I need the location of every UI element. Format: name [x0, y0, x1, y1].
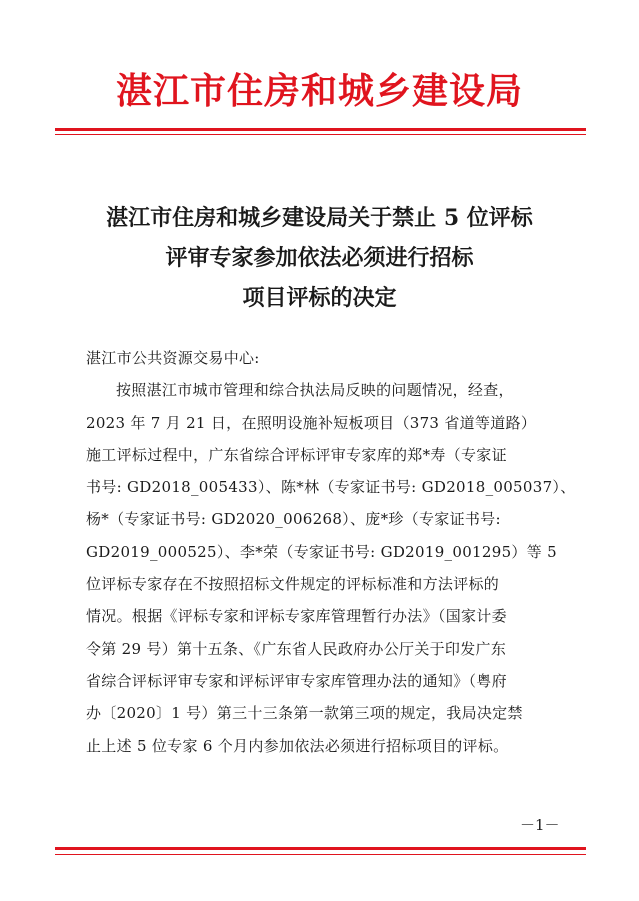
masthead-title: 湛江市住房和城乡建设局: [115, 71, 523, 112]
body-line: GD2019_000525）、李*荣（专家证书号: GD2019_001295）等 5: [86, 542, 557, 561]
body-line: 按照湛江市城市管理和综合执法局反映的问题情况，经查，: [116, 381, 514, 400]
body-line: 杨*（专家证书号: GD2020_006268）、庞*珍（专家证书号:: [86, 510, 501, 529]
page-number: －1－: [520, 816, 560, 834]
body-line: 止上述 5 位专家 6 个月内参加依法必须进行招标项目的评标。: [86, 736, 509, 755]
body-line: 省综合评标评审专家和评标评审专家库管理办法的通知》（粤府: [86, 671, 507, 690]
addressee: 湛江市公共资源交易中心:: [86, 349, 260, 367]
footer-rule-thin: [55, 854, 586, 855]
document-title-line: 湛江市住房和城乡建设局关于禁止 5 位评标: [106, 205, 533, 231]
body-line: 2023 年 7 月 21 日，在照明设施补短板项目（373 省道等道路）: [86, 413, 537, 432]
document-title-line: 评审专家参加依法必须进行招标: [165, 245, 474, 271]
masthead-rule-thin: [55, 134, 586, 135]
document-title-line: 项目评标的决定: [242, 285, 397, 311]
body-line: 情况。根据《评标专家和评标专家库管理暂行办法》（国家计委: [86, 607, 507, 626]
document-title: [0, 198, 639, 318]
footer-rule-thick: [55, 847, 586, 850]
document-body: [86, 342, 576, 762]
body-line: 办〔2020〕1 号）第三十三条第一款第三项的规定，我局决定禁: [86, 704, 523, 723]
masthead-rule-thick: [55, 128, 586, 131]
body-line: 令第 29 号）第十五条、《广东省人民政府办公厅关于印发广东: [86, 639, 507, 658]
body-line: 施工评标过程中，广东省综合评标评审专家库的郑*寿（专家证: [86, 445, 507, 464]
body-line: 书号: GD2018_005433）、陈*林（专家证书号: GD2018_005037）、: [86, 478, 576, 497]
body-line: 位评标专家存在不按照招标文件规定的评标标准和方法评标的: [86, 575, 500, 594]
